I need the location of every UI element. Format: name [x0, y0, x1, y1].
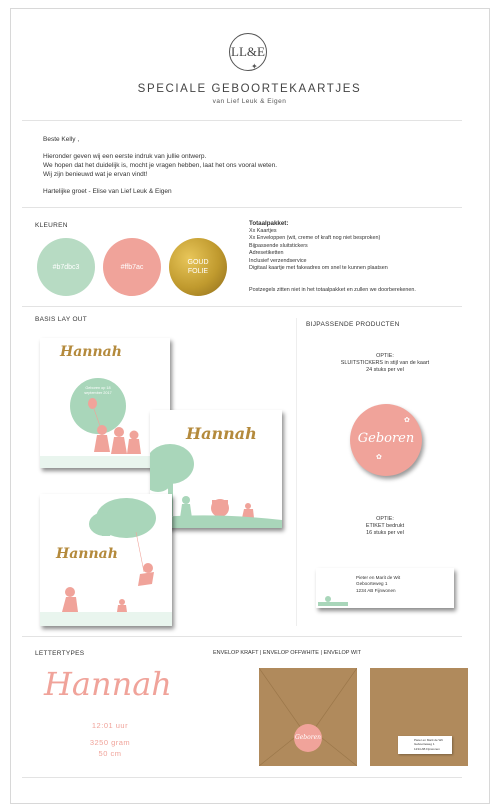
color-swatch-pink: #ffb7ac: [103, 238, 161, 296]
package-item: Digitaal kaartje met fakeadres om snel te kunnen plaatsen: [249, 265, 388, 271]
address-line-3: 1234 AB Fijnwonen: [356, 587, 396, 593]
label-qty: 16 stuks per vel: [366, 530, 404, 536]
envelope-front-kraft: [370, 668, 468, 766]
color-swatch-gold: GOUD FOLIE: [169, 238, 227, 296]
separator: |: [320, 650, 322, 656]
separator: |: [259, 650, 262, 656]
package-item: Inclusief verzendservice: [249, 257, 307, 264]
envelope-offwhite-label: ENVELOP OFFWHITE: [262, 650, 319, 656]
package-item: Xx Kaartjes: [249, 228, 277, 234]
letter-line-3: Wij zijn benieuwd wat je ervan vindt!: [43, 171, 148, 178]
label-address: [356, 575, 400, 594]
fonts-heading: LETTERTYPES: [35, 650, 85, 657]
label-illustration: [318, 594, 348, 606]
envelope-address: Pieter en Marit de Wit Geboorteweg 1 1234 AB Fijnwonen: [414, 738, 443, 751]
package-item: Adresetiketten: [249, 250, 284, 257]
column-divider: [296, 318, 297, 626]
sticker-preview: [350, 404, 422, 476]
butterfly-icon: ✿: [404, 417, 410, 424]
divider: [22, 777, 462, 778]
package-item: Xx Enveloppen (wit, creme of kraft nog niet besproken): [249, 235, 381, 242]
card-name: Hannah: [56, 546, 118, 562]
envelope-kraft-label: ENVELOP KRAFT: [213, 650, 259, 656]
package-title: Totaalpakket:: [249, 220, 289, 227]
color-swatch-green: #b7dbc3: [37, 238, 95, 296]
letter-greeting: Beste Kelly ,: [43, 136, 80, 143]
label-option: OPTIE:: [376, 516, 394, 522]
letter-line-2: We hopen dat het duidelijk is, mocht je vragen hebben, laat het ons vooral weten.: [43, 162, 278, 169]
envelope-address-label: [398, 736, 452, 754]
envelope-back-kraft: [259, 668, 357, 766]
brand-title: SPECIALE GEBOORTEKAARTJES: [137, 83, 362, 95]
letter-signoff: Hartelijke groet - Elise van Lief Leuk & Eigen: [43, 188, 172, 195]
sticker-text: Geboren: [357, 431, 415, 446]
envelope-sticker: Geboren: [294, 724, 322, 752]
card-date: Geboren op 18 september 2017: [84, 386, 112, 395]
address-line-2: Geboorteweg 1: [356, 581, 388, 587]
envelope-wit-label: ENVELOP WIT: [323, 650, 361, 656]
package-note: Postzegels zitten niet in het totaalpakket en zullen we doorberekenen.: [249, 287, 416, 293]
envelope-options: [213, 650, 361, 656]
brand-logo: [229, 33, 267, 71]
butterfly-icon: ✿: [376, 454, 382, 461]
bird-icon: ✦: [251, 62, 258, 71]
sticker-option: OPTIE:: [376, 353, 394, 359]
address-label-preview: [316, 568, 454, 608]
divider: [22, 207, 462, 208]
colors-heading: KLEUREN: [35, 222, 68, 229]
logo-text: LL&E: [231, 44, 265, 59]
brand-subtitle: van Lief Leuk & Eigen: [212, 98, 287, 105]
divider: [22, 120, 462, 121]
font-length: 50 cm: [98, 749, 122, 758]
font-sample: Hannah: [44, 665, 172, 703]
card-name: Hannah: [60, 344, 122, 360]
divider: [22, 306, 462, 307]
package-item: Bijpassende sluitstickers: [249, 242, 308, 249]
label-desc: ETIKET bedrukt: [365, 523, 405, 529]
sticker-desc: SLUITSTICKERS in stijl van de kaart: [340, 360, 430, 366]
address-line-1: Pieter en Marit de Wit: [356, 575, 401, 580]
font-weight: 3250 gram: [89, 738, 131, 747]
layout-heading: BASIS LAY OUT: [35, 316, 88, 323]
font-time: 12:01 uur: [91, 721, 129, 730]
card-name: Hannah: [186, 424, 257, 443]
card-back: [40, 494, 172, 626]
sticker-qty: 24 stuks per vel: [366, 367, 404, 373]
letter-line-1: Hieronder geven wij een eerste indruk van jullie ontwerp.: [43, 153, 207, 160]
products-heading: BIJPASSENDE PRODUCTEN: [306, 321, 400, 328]
divider: [22, 636, 462, 637]
